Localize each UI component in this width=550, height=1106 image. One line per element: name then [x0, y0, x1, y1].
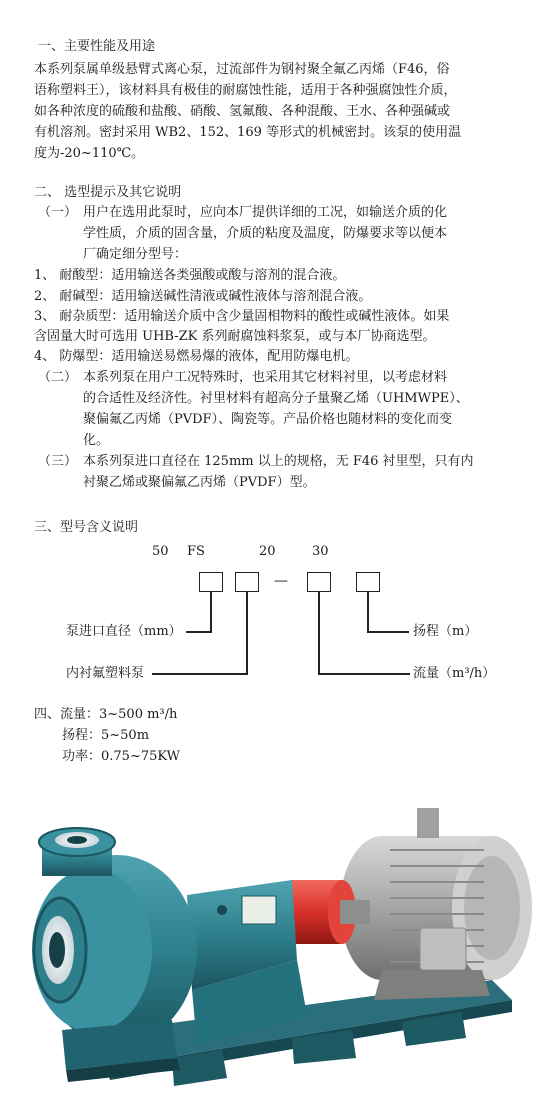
connector-lining-vertical	[246, 592, 248, 674]
code-box-2	[235, 572, 259, 592]
section1-line-4: 有机溶剂。密封采用 WB2、152、169 等形式的机械密封。该泵的使用温	[34, 125, 462, 140]
section2-p1-line-1: 用户在选用此泵时，应向本厂提供详细的工况，如输送介质的化	[83, 205, 448, 220]
code-box-1	[199, 572, 223, 592]
code-dash: —	[274, 573, 288, 589]
section2-item-4: 4、 防爆型：适用输送易燃易爆的液体，配用防爆电机。	[34, 349, 359, 364]
connector-lining-horizontal	[152, 673, 248, 675]
section1-line-3: 如各种浓度的硫酸和盐酸、硝酸、氢氟酸、各种混酸、王水、各种强碱或	[34, 104, 451, 119]
section2-p1-number: （一）	[38, 205, 78, 220]
code-flow: 20	[259, 544, 276, 559]
code-box-3	[307, 572, 331, 592]
pump-product-photo	[22, 800, 532, 1100]
label-head: 扬程（m）	[413, 624, 478, 639]
connector-inlet-horizontal	[186, 631, 212, 633]
connector-head-vertical	[367, 592, 369, 632]
section2-p2-line-1: 本系列泵在用户工况特殊时，也采用其它材料衬里，以考虑材料	[83, 370, 448, 385]
connector-head-horizontal	[367, 631, 409, 633]
section4-power: 功率：0.75~75KW	[62, 749, 180, 764]
label-flow: 流量（m³/h）	[413, 666, 496, 681]
section2-p2-number: （二）	[38, 370, 78, 385]
section2-item-2: 2、 耐碱型：适用输送碱性清液或碱性液体与溶剂混合液。	[34, 289, 372, 304]
connector-inlet-vertical	[210, 592, 212, 632]
section3-heading: 三、型号含义说明	[34, 520, 139, 535]
section2-p1-line-3: 厂确定细分型号：	[83, 247, 188, 262]
section1-heading: 一、主要性能及用途	[38, 39, 156, 54]
pump-feet	[62, 1020, 180, 1082]
section2-heading: 二、 选型提示及其它说明	[34, 185, 182, 200]
section2-item-3-cont: 含固量大时可选用 UHB-ZK 系列耐腐蚀料浆泵，或与本厂协商选型。	[34, 329, 436, 344]
section1-line-1: 本系列泵属单级悬臂式离心泵，过流部件为钢衬聚全氟乙丙烯（F46，俗	[34, 62, 450, 77]
section2-p3-number: （三）	[38, 454, 78, 469]
section2-item-1: 1、 耐酸型：适用输送各类强酸或酸与溶剂的混合液。	[34, 268, 346, 283]
section2-p3-line-1: 本系列泵进口直径在 125mm 以上的规格，无 F46 衬里型，只有内	[83, 454, 474, 469]
section2-p2-line-3: 聚偏氟乙丙烯（PVDF）、陶瓷等。产品价格也随材料的变化而变	[83, 412, 453, 427]
label-inlet-diameter: 泵进口直径（mm）	[66, 624, 182, 639]
label-lining: 内衬氟塑料泵	[66, 666, 145, 681]
connector-flow-horizontal	[318, 673, 410, 675]
code-pump-type: FS	[187, 544, 205, 559]
section2-p2-line-4: 化。	[83, 433, 110, 448]
section1-line-5: 度为-20~110℃。	[34, 146, 145, 161]
section1-line-2: 语称塑料王），该材料具有极佳的耐腐蚀性能，适用于各种强腐蚀性介质，	[34, 83, 457, 98]
section2-p3-line-2: 衬聚乙烯或聚偏氟乙丙烯（PVDF）型。	[83, 475, 316, 490]
section4-head: 扬程：5~50m	[62, 728, 150, 743]
section2-item-3: 3、 耐杂质型：适用输送介质中含少量固相物料的酸性或碱性液体。如果	[34, 309, 450, 324]
section4-flow: 四、流量：3~500 m³/h	[34, 707, 178, 722]
section2-p2-line-2: 的合适性及经济性。衬里材料有超高分子量聚乙烯（UHMWPE）、	[83, 391, 469, 406]
section2-p1-line-2: 学性质，介质的固含量，介质的粘度及温度，防爆要求等以便本	[83, 226, 448, 241]
connector-flow-vertical	[318, 592, 320, 674]
code-inlet-diameter: 50	[152, 544, 169, 559]
discharge-nozzle	[39, 828, 115, 876]
pump-casing	[32, 855, 197, 1045]
code-box-4	[356, 572, 380, 592]
code-head: 30	[312, 544, 329, 559]
